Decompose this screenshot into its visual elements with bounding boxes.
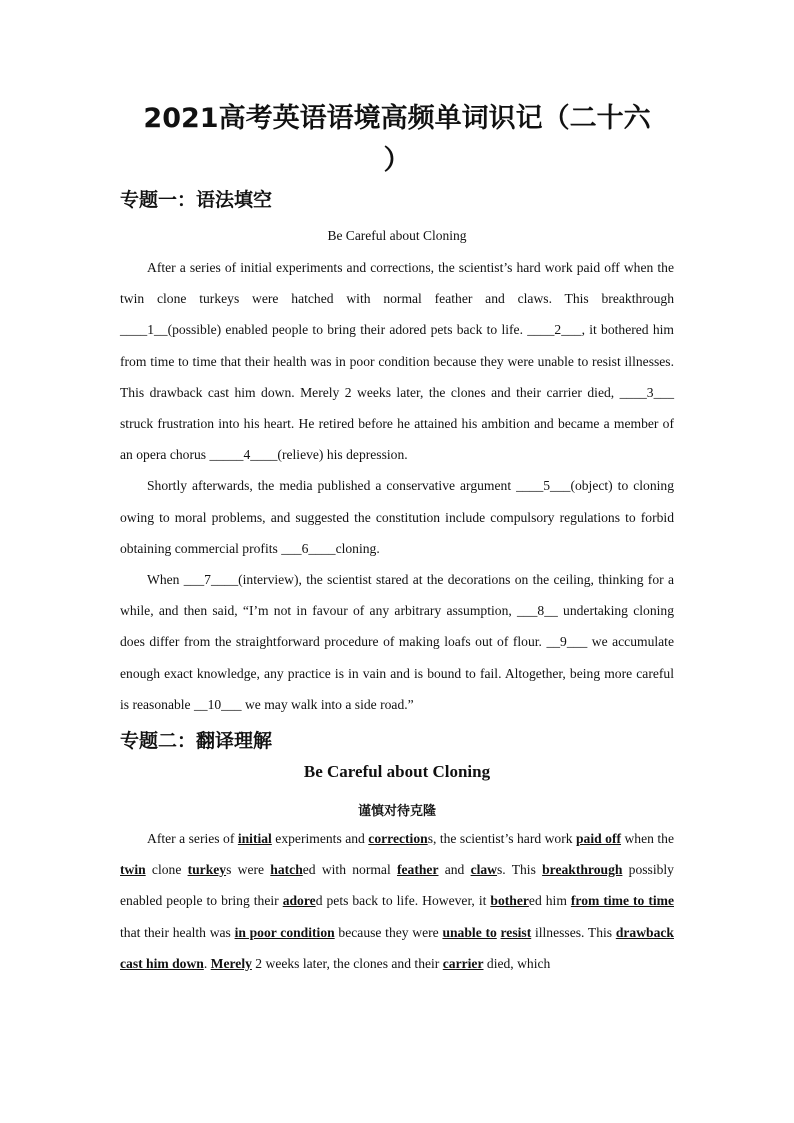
section-1-paragraph: After a series of initial experiments and corrections, the scientist’s hard work paid off when the twin clone turkeys were hatched with normal feather and claws. This breakthrough ____1__(possible) enabled people to bring their adored pets back to life. ____2___, it bothered him from time to time that their health was in poor condition because they were unable to resist illnesses. This drawback cast him down. Merely 2 weeks later, the clones and their carrier died, ____3___ struck frustration into his heart. He retired before he attained his ambition and became a member of an opera chorus _____4____(relieve) his depression.	[120, 260, 674, 463]
section-2-passage-title: Be Careful about Cloning	[303, 762, 491, 781]
paragraph-text-run: died, which	[483, 955, 551, 971]
title-line-2: ）	[383, 145, 411, 176]
vocabulary-keyword: Merely	[210, 955, 252, 971]
vocabulary-keyword: resist	[500, 924, 532, 940]
vocabulary-keyword: in poor condition	[234, 924, 335, 940]
vocabulary-keyword: cast him down	[120, 955, 204, 971]
section-1-paragraph: Shortly afterwards, the media published a conservative argument ____5___(object) to cloning owing to moral problems, and suggested the constitution include compulsory regulations to forbid obtaining commercial profits ___6____cloning.	[120, 478, 674, 556]
paragraph-text-run: because they were	[334, 924, 443, 940]
paragraph-text-run: s, the scientist’s hard work	[427, 831, 576, 846]
paragraph-text-run: s. This	[497, 862, 543, 878]
paragraph-text-run: that their health was	[120, 924, 235, 940]
paragraph-text-run: .	[203, 955, 211, 971]
paragraph-text-run: d pets back to life. However, it	[315, 893, 491, 909]
vocabulary-keyword: carrier	[442, 955, 484, 971]
paragraph-text-run: After a series of	[147, 831, 238, 846]
vocabulary-keyword: paid off	[576, 831, 622, 846]
paragraph-text-run: clone	[145, 862, 188, 878]
vocabulary-keyword: hatch	[270, 862, 303, 878]
vocabulary-keyword: adore	[282, 893, 316, 909]
section-2-passage	[120, 823, 674, 979]
paragraph-text-run: 2 weeks later, the clones and their	[251, 955, 443, 971]
vocabulary-keyword: breakthrough	[542, 862, 623, 878]
document-title	[120, 98, 674, 182]
section-1-passage-title: Be Careful about Cloning	[327, 228, 467, 243]
section-2-passage-subtitle: 谨慎对待克隆	[357, 804, 436, 819]
paragraph-text-run: ed him	[528, 893, 571, 909]
vocabulary-keyword: drawback	[615, 924, 674, 940]
paragraph-text-run: ed with normal	[302, 862, 397, 878]
vocabulary-keyword: turkey	[187, 862, 227, 878]
section-2-paragraph	[120, 823, 674, 979]
section-1-passage	[120, 252, 674, 720]
vocabulary-keyword: feather	[396, 862, 439, 878]
vocabulary-keyword: twin	[120, 862, 146, 878]
vocabulary-keyword: claw	[470, 862, 498, 878]
title-line-1: 2021高考英语语境高频单词识记（二十六	[143, 103, 651, 134]
vocabulary-keyword: correction	[368, 831, 428, 846]
paragraph-text-run: s were	[226, 862, 271, 878]
vocabulary-keyword: initial	[237, 831, 272, 846]
paragraph-text-run: possibly enabled people to bring their	[120, 862, 674, 909]
paragraph-text-run: and	[438, 862, 471, 878]
paragraph-text-run: illnesses. This	[531, 924, 616, 940]
section-1-heading: 专题一：语法填空	[120, 189, 273, 211]
section-2-heading: 专题二：翻译理解	[120, 730, 273, 752]
vocabulary-keyword: unable to	[442, 924, 497, 940]
section-1-paragraph: When ___7____(interview), the scientist stared at the decorations on the ceiling, thinking for a while, and then said, “I’m not in favour of any arbitrary assumption, ___8__ undertaking cloning does differ from the straightforward procedure of making loafs out of flour. __9___ we accumulate enough exact knowledge, any practice is in vain and is bound to fail. Altogether, being more careful is reasonable __10___ we may walk into a side road.”	[120, 572, 674, 712]
vocabulary-keyword: from time to time	[570, 893, 674, 909]
paragraph-text-run: experiments and	[271, 831, 369, 846]
vocabulary-keyword: bother	[490, 893, 529, 909]
paragraph-text-run: when the	[621, 831, 674, 846]
